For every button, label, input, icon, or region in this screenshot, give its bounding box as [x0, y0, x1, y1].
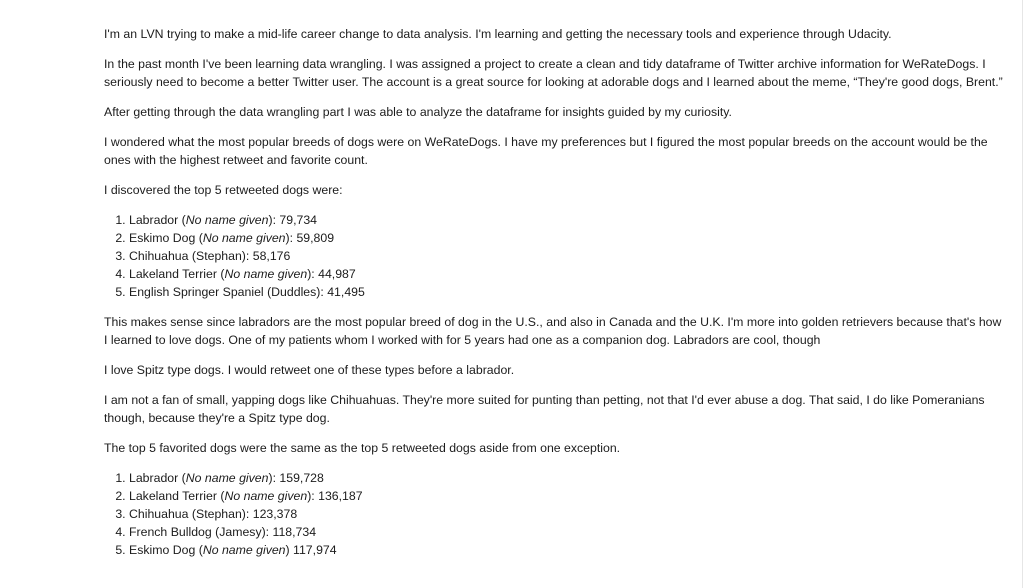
list-item: 5. English Springer Spaniel (Duddles): 41,495 [129, 283, 1003, 301]
favorited-paragraph: The top 5 favorited dogs were the same as the top 5 retweeted dogs aside from one exception. [104, 441, 621, 455]
list-item: 4. Lakeland Terrier (No name given): 44,987 [129, 265, 1003, 283]
intro-paragraph: I'm an LVN trying to make a mid-life career change to data analysis. I'm learning and getting the necessary tools and experience through Udacity. [104, 27, 892, 41]
list-item: 4. French Bulldog (Jamesy): 118,734 [129, 523, 1003, 541]
analyze-paragraph: After getting through the data wrangling part I was able to analyze the dataframe for insights guided by my curiosity. [104, 105, 732, 119]
chihuahua-paragraph: I am not a fan of small, yapping dogs like Chihuahuas. They're more suited for punting than petting, not that I'd ever abuse a dog. That said, I do like Pomeranians though, because they're a Spitz type dog. [104, 393, 985, 425]
wondered-paragraph: I wondered what the most popular breeds of dogs were on WeRateDogs. I have my preferences but I figured the most popular breeds on the account would be the ones with the highest retweet and favorite count. [104, 135, 988, 167]
list-item: 1. Labrador (No name given): 159,728 [129, 469, 1003, 487]
favorited-list [104, 469, 1003, 559]
discovered-paragraph: I discovered the top 5 retweeted dogs were: [104, 183, 343, 197]
list-item: 3. Chihuahua (Stephan): 123,378 [129, 505, 1003, 523]
wrangling-paragraph: In the past month I've been learning data wrangling. I was assigned a project to create a clean and tidy dataframe of Twitter archive information for WeRateDogs. I seriously need to become a better Twitter user. The account is a great source for looking at adorable dogs and I learned about the meme, “They're good dogs, Brent.” [104, 57, 1003, 89]
sense-paragraph: This makes sense since labradors are the most popular breed of dog in the U.S., and also in Canada and the U.K. I'm more into golden retrievers because that's how I learned to love dogs. One of my patients whom I worked with for 5 years had one as a companion dog. Labradors are cool, though [104, 315, 1002, 347]
list-item: 2. Lakeland Terrier (No name given): 136,187 [129, 487, 1003, 505]
spitz-paragraph: I love Spitz type dogs. I would retweet one of these types before a labrador. [104, 363, 515, 377]
list-item: 1. Labrador (No name given): 79,734 [129, 211, 1003, 229]
list-item: 2. Eskimo Dog (No name given): 59,809 [129, 229, 1003, 247]
retweeted-list [104, 211, 1003, 301]
list-item: 5. Eskimo Dog (No name given) 117,974 [129, 541, 1003, 559]
list-item: 3. Chihuahua (Stephan): 58,176 [129, 247, 1003, 265]
